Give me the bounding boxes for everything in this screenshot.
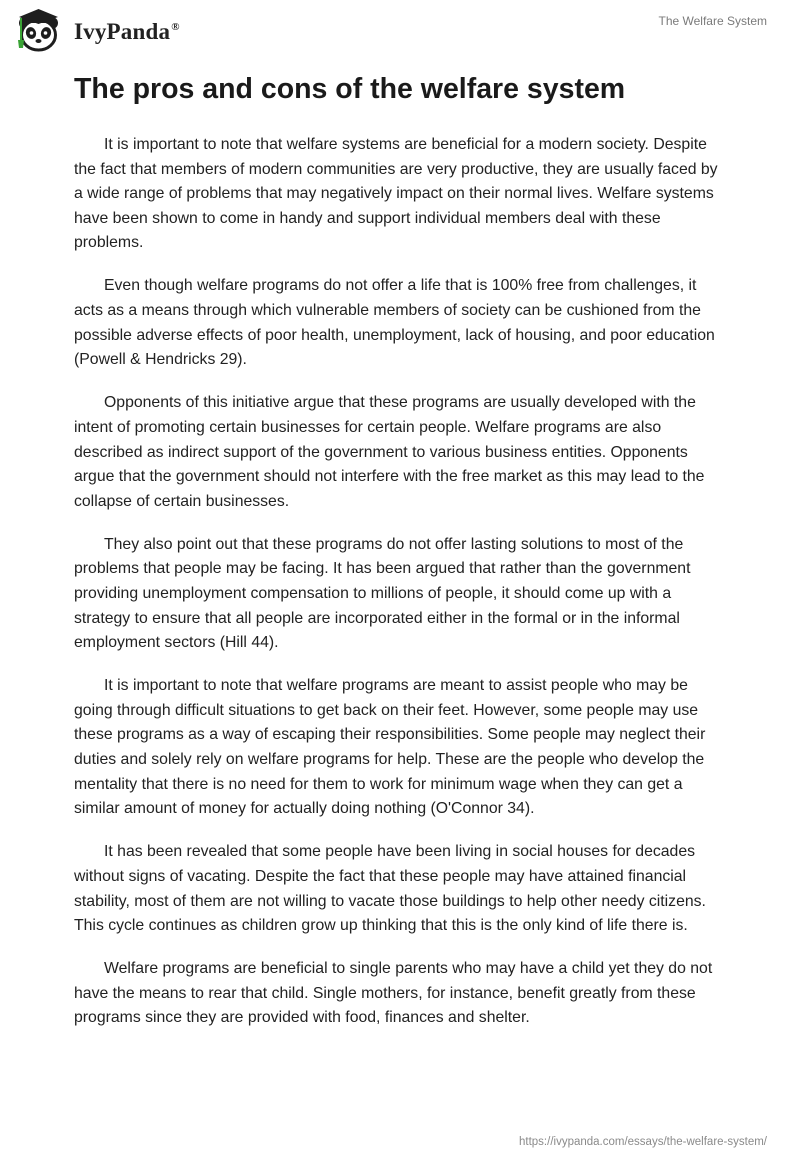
essay-paragraph: It is important to note that welfare systems are beneficial for a modern society. Despite the fact that members of modern communities are very productive, they are usually faced by a wide range of problems that may negatively impact on their normal lives. Welfare systems have been shown to come in handy and support individual members deal with these problems. (74, 136, 718, 252)
brand-name-text: IvyPanda (74, 19, 171, 44)
essay-body (74, 133, 729, 1050)
source-url-link[interactable]: https://ivypanda.com/essays/the-welfare-system/ (519, 1136, 767, 1148)
page-header (0, 0, 800, 60)
page-title: The pros and cons of the welfare system (74, 73, 626, 105)
registered-mark: ® (171, 21, 180, 34)
brand-logo[interactable] (14, 8, 180, 54)
essay-paragraph: Even though welfare programs do not offer a life that is 100% free from challenges, it acts as a means through which vulnerable members of society can be cushioned from the possible adverse effects of poor health, unemployment, lack of housing, and poor education (Powell & Hendricks 29). (74, 277, 715, 369)
brand-name (74, 19, 180, 45)
document-title: The Welfare System (658, 14, 767, 28)
essay-paragraph: It has been revealed that some people have been living in social houses for decades without signs of vacating. Despite the fact that these people may have attained financial stability, most of them are not willing to vacate those buildings to help other needy citizens. This cycle continues as children grow up thinking that this is the only kind of life there is. (74, 843, 706, 935)
essay-paragraph: It is important to note that welfare programs are meant to assist people who may be going through difficult situations to get back on their feet. However, some people may use these programs as a way of escaping their responsibilities. Some people may neglect their duties and solely rely on welfare programs for help. These are the people who develop the mentality that there is no need for them to work for minimum wage when they can get a similar amount of money for actually doing nothing (O'Connor 34). (74, 677, 706, 818)
panda-logo-icon (14, 8, 68, 54)
essay-paragraph: Opponents of this initiative argue that these programs are usually developed with the intent of promoting certain businesses for certain people. Welfare programs are also described as indirect support of the government to various business entities. Opponents argue that the government should not interfere with the free market as this may lead to the collapse of certain businesses. (74, 394, 705, 510)
essay-paragraph: Welfare programs are beneficial to single parents who may have a child yet they do not have the means to rear that child. Single mothers, for instance, benefit greatly from these programs since they are provided with food, finances and shelter. (74, 960, 713, 1027)
essay-paragraph: They also point out that these programs do not offer lasting solutions to most of the problems that people may be facing. It has been argued that rather than the government providing unemployment compensation to millions of people, it should come up with a strategy to ensure that all people are incorporated either in the formal or in the informal employment sectors (Hill 44). (74, 535, 691, 652)
